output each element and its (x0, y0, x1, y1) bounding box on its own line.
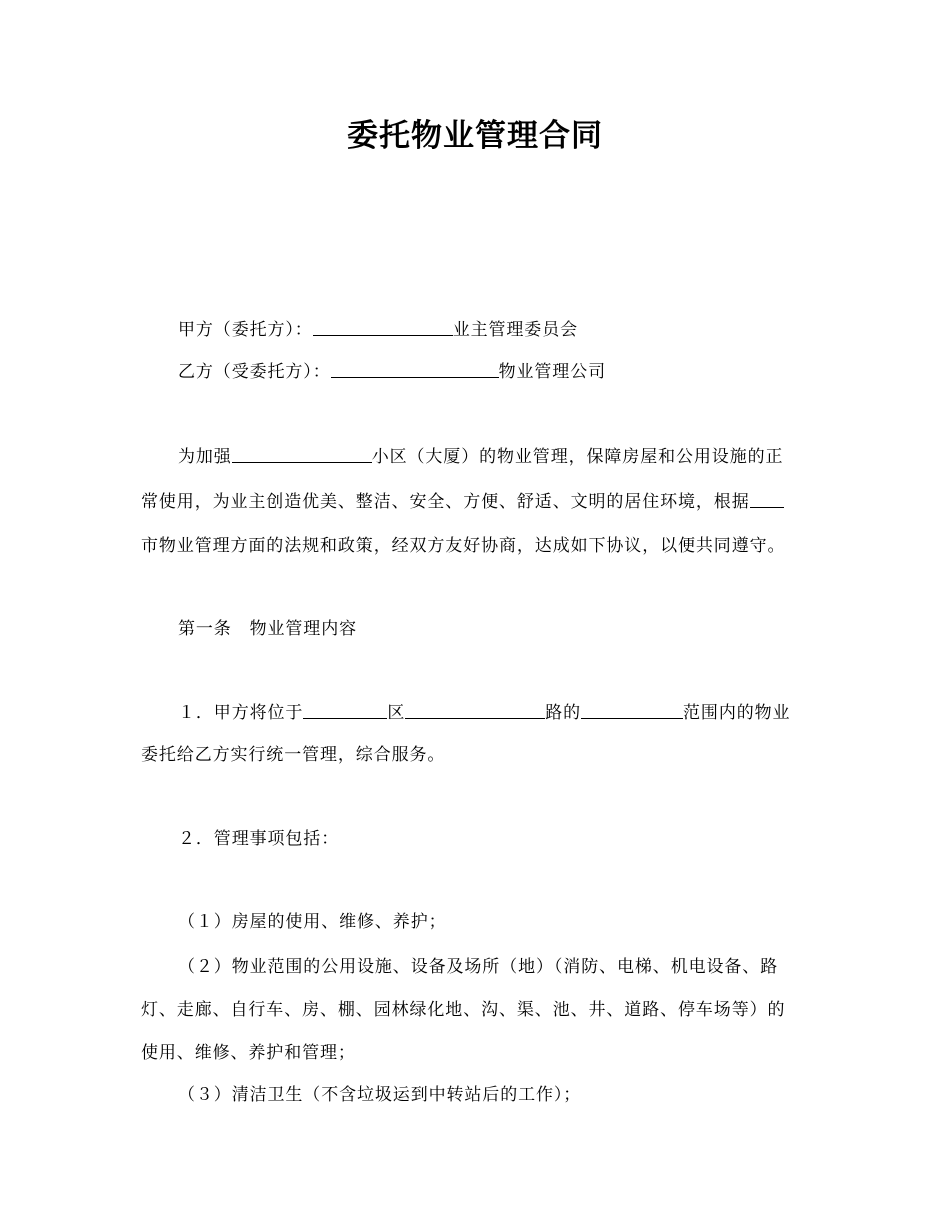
preamble-line-1 (178, 445, 850, 469)
district-blank (303, 701, 387, 719)
sub-item-2-line-2: 灯、走廊、自行车、房、棚、园林绿化地、沟、渠、池、井、道路、停车场等）的 (141, 1000, 786, 1020)
preamble-line2-text: 常使用，为业主创造优美、整洁、安全、方便、舒适、文明的居住环境，根据 (141, 492, 750, 512)
sub-item-3: （３）清洁卫生（不含垃圾运到中转站后的工作）； (178, 1085, 582, 1105)
item1-part2: 区 (387, 703, 406, 723)
city-blank (750, 490, 784, 508)
scope-blank (581, 701, 683, 719)
item-2: ２．管理事项包括： (178, 829, 340, 849)
sub-item-1: （１）房屋的使用、维修、养护； (178, 912, 447, 932)
item1-part1: １．甲方将位于 (178, 703, 304, 723)
item1-part3: 路的 (545, 703, 582, 723)
item-1-line-1 (178, 701, 850, 725)
item-1-line-2: 委托给乙方实行统一管理，综合服务。 (141, 745, 446, 765)
sub-item-2-line-3: 使用、维修、养护和管理； (141, 1043, 356, 1063)
party-a-line (178, 318, 850, 342)
preamble-line-2 (141, 490, 813, 514)
sub-item-2-line-1: （２）物业范围的公用设施、设备及场所（地）（消防、电梯、机电设备、路 (178, 957, 779, 977)
party-a-suffix: 业主管理委员会 (452, 320, 579, 340)
party-b-label: 乙方（受委托方）： (178, 362, 331, 382)
preamble-line1-pre: 为加强 (178, 447, 232, 467)
item1-part4: 范围内的物业 (683, 703, 791, 723)
road-blank (405, 701, 545, 719)
party-a-blank (313, 318, 453, 336)
preamble-line1-post: 小区（大厦）的物业管理，保障房屋和公用设施的正 (371, 447, 784, 467)
party-b-blank (331, 360, 499, 378)
community-name-blank (232, 445, 372, 463)
article-1-heading: 第一条 物业管理内容 (178, 619, 357, 639)
party-a-label: 甲方（委托方）： (178, 320, 313, 340)
party-b-suffix: 物业管理公司 (498, 362, 607, 382)
preamble-line-3: 市物业管理方面的法规和政策，经双方友好协商，达成如下协议，以便共同遵守。 (141, 536, 786, 556)
party-b-line (178, 360, 850, 384)
document-title: 委托物业管理合同 (347, 118, 603, 154)
